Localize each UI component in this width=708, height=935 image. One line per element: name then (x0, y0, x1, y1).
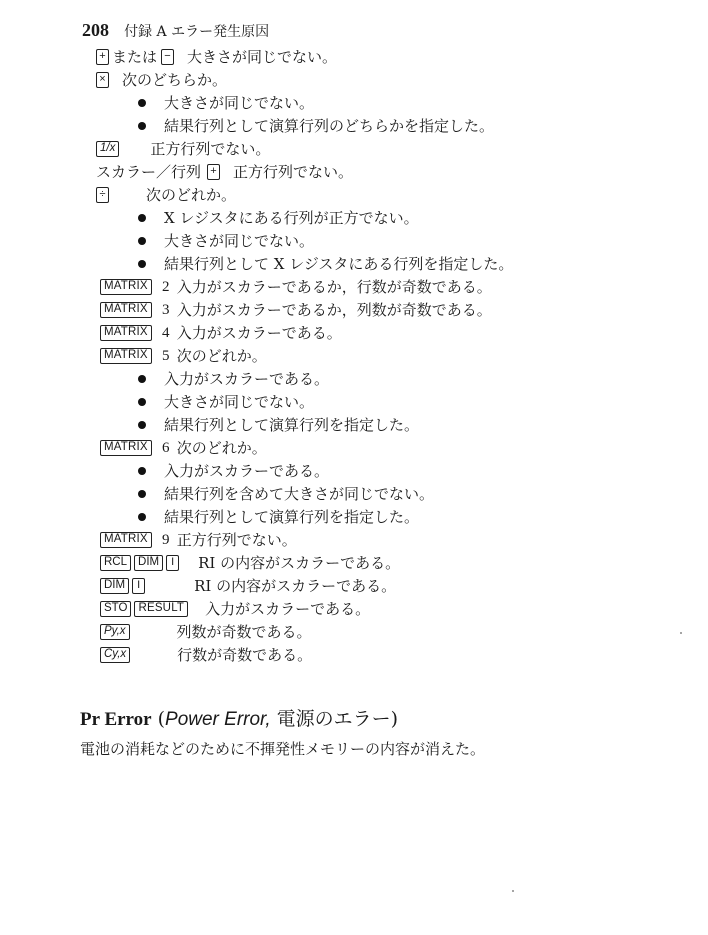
matrix-key: MATRIX (100, 325, 152, 341)
permutation-key: Py,x (100, 624, 130, 640)
matrix-key: MATRIX (100, 279, 152, 295)
sto-key: STO (100, 601, 131, 617)
dim-key: DIM (134, 555, 163, 571)
matrix-number: 9 (162, 532, 170, 548)
section-title: 付録 A エラー発生原因 (124, 24, 270, 40)
result-key: RESULT (134, 601, 188, 617)
line-text: 次のどれか。 (146, 186, 237, 204)
combination-key: Cy,x (100, 647, 130, 663)
rcl-key: RCL (100, 555, 131, 571)
matrix-key: MATRIX (100, 440, 152, 456)
bullet-item (138, 230, 314, 252)
bullet-icon (138, 375, 146, 383)
error-line (100, 552, 400, 574)
bullet-icon (138, 122, 146, 130)
line-text: 正方行列でない。 (233, 163, 354, 181)
section-heading-japanese: 電源のエラー) (270, 708, 399, 730)
error-line (100, 437, 267, 459)
error-line (100, 575, 396, 597)
line-text: 次のどれか。 (176, 439, 267, 457)
section-heading (80, 704, 398, 731)
reciprocal-key: 1/x (96, 141, 119, 157)
error-line (96, 161, 353, 183)
line-text: 大きさが同じでない。 (164, 393, 315, 411)
line-text: 列数が奇数である。 (176, 623, 312, 641)
bullet-icon (138, 398, 146, 406)
minus-key: − (161, 49, 174, 65)
line-text: 大きさが同じでない。 (187, 48, 338, 66)
bullet-item (138, 483, 434, 505)
bullet-icon (138, 260, 146, 268)
error-line (96, 184, 236, 206)
line-text: 大きさが同じでない。 (164, 232, 315, 250)
line-text: 結果行列として演算行列を指定した。 (164, 416, 420, 434)
error-line (100, 529, 297, 551)
line-text: RI の内容がスカラーである。 (198, 554, 401, 572)
bullet-item (138, 460, 329, 482)
section-body: 電池の消耗などのために不揮発性メモリーの内容が消えた。 (80, 740, 486, 758)
bullet-icon (138, 99, 146, 107)
line-text: 次のどちらか。 (122, 71, 228, 89)
bullet-icon (138, 421, 146, 429)
bullet-icon (138, 490, 146, 498)
scan-speck (680, 632, 682, 634)
bullet-icon (138, 237, 146, 245)
line-text: 行数が奇数である。 (177, 646, 313, 664)
section-heading-paren: ( (151, 708, 166, 730)
line-text: 入力がスカラーである。 (164, 462, 330, 480)
error-line (100, 299, 492, 321)
matrix-key: MATRIX (100, 302, 152, 318)
page-header (82, 20, 269, 41)
bullet-item (138, 92, 314, 114)
line-text: 大きさが同じでない。 (164, 94, 315, 112)
section-heading-italic: Power Error, (165, 709, 271, 730)
bullet-icon (138, 214, 146, 222)
matrix-key: MATRIX (100, 348, 152, 364)
matrix-number: 5 (162, 348, 170, 364)
error-line (100, 621, 312, 643)
matrix-number: 3 (162, 302, 170, 318)
matrix-number: 2 (162, 279, 170, 295)
line-text: 結果行列として演算行列のどちらかを指定した。 (164, 117, 495, 135)
line-text: 入力がスカラーである。 (205, 600, 371, 618)
plus-key: + (207, 164, 220, 180)
line-pretext: スカラー／行列 (96, 163, 202, 181)
line-text: 次のどれか。 (176, 347, 267, 365)
line-text: RI の内容がスカラーである。 (194, 577, 397, 595)
error-line (100, 644, 312, 666)
line-text: 結果行列として演算行列を指定した。 (164, 508, 420, 526)
matrix-key: MATRIX (100, 532, 152, 548)
line-text: 入力がスカラーである。 (176, 324, 342, 342)
bullet-item (138, 368, 329, 390)
plus-key: + (96, 49, 109, 65)
line-text: 結果行列として X レジスタにある行列を指定した。 (164, 255, 514, 273)
error-line (96, 46, 337, 68)
bullet-item (138, 115, 494, 137)
error-line (100, 345, 267, 367)
index-key: I (166, 555, 179, 571)
error-line (100, 276, 492, 298)
bullet-icon (138, 467, 146, 475)
matrix-number: 6 (162, 440, 170, 456)
bullet-item (138, 506, 419, 528)
line-pretext: または (112, 48, 158, 66)
divide-key: ÷ (96, 187, 109, 203)
line-text: 正方行列でない。 (150, 140, 271, 158)
page-number: 208 (82, 20, 109, 40)
line-text: 入力がスカラーであるか，列数が奇数である。 (176, 301, 492, 319)
line-text: 正方行列でない。 (176, 531, 297, 549)
error-line (96, 69, 227, 91)
bullet-item (138, 207, 419, 229)
bullet-item (138, 391, 314, 413)
matrix-number: 4 (162, 325, 170, 341)
error-line (100, 598, 370, 620)
section-heading-bold: Pr Error (80, 709, 152, 730)
line-text: 入力がスカラーである。 (164, 370, 330, 388)
bullet-item (138, 253, 513, 275)
error-line (100, 322, 342, 344)
bullet-icon (138, 513, 146, 521)
line-text: 入力がスカラーであるか，行数が奇数である。 (176, 278, 492, 296)
scan-speck (512, 890, 514, 892)
index-key: I (132, 578, 145, 594)
bullet-item (138, 414, 419, 436)
multiply-key: × (96, 72, 109, 88)
line-text: X レジスタにある行列が正方でない。 (164, 209, 419, 227)
dim-key: DIM (100, 578, 129, 594)
line-text: 結果行列を含めて大きさが同じでない。 (164, 485, 435, 503)
error-line (96, 138, 270, 160)
